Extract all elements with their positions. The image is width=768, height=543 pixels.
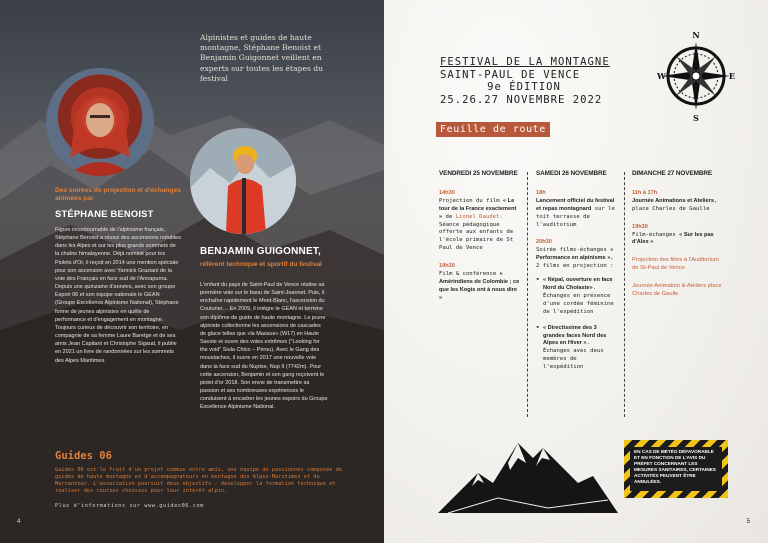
day-heading: SAMEDI 26 NOVEMBRE — [536, 170, 607, 177]
event-title: « Le tour de la France exactement » — [439, 197, 517, 220]
guides06-text: Guides 06 est le fruit d'un projet commun entre amis, une équipe de passionnés composée de guides de haute montagne et d'accompagnateurs en montagne des Alpes-Maritimes et du Mercantour. L'association poursuit deux objectifs : développer la formation technique et réaliser des courses choisies pour leur intérêt alpin. — [55, 467, 343, 495]
event-time: 19h30 — [632, 223, 648, 230]
event-text: Soirée films-échanges — [536, 247, 611, 254]
event-time: 20h30 — [536, 239, 552, 246]
event-author: Lionel Daudet — [455, 213, 500, 220]
festival-line1: FESTIVAL DE LA MONTAGNE — [440, 56, 610, 68]
benoist-name: STÉPHANE BENOIST — [55, 207, 154, 219]
festival-line2: SAINT-PAUL DE VENCE — [440, 68, 581, 81]
day-saturday — [536, 170, 616, 380]
saturday-event-2 — [536, 239, 616, 271]
feuille-de-route-label: Feuille de route — [436, 122, 550, 137]
event-title: Lancement officiel du festival et repas montagnard — [536, 197, 615, 212]
column-divider — [527, 172, 528, 417]
day-heading: DIMANCHE 27 NOVEMBRE — [632, 170, 713, 177]
friday-event-2 — [439, 263, 521, 303]
event-text: Film & conférence — [439, 271, 500, 278]
page-number-right: 5 — [746, 519, 750, 525]
event-text: de — [442, 213, 456, 220]
benoist-bio: Figure incontournable de l'alpinisme français, Stéphane Benoist a réussi des ascensions notables dans les Alpes et sur les plus grands sommets de la chaîne himalayenne. Déjà nominé pour les Piolets d'Or, il reçoit en 2014 une mention spéciale pour son ascension avec Yannick Graziani de la voie des Français en face sud de l'Annapurna. Depuis une quinzaine d'années, avec son groupe Espoir 06 et son équipe nationale le GEAN (Groupe Excellence Alpinisme National), Stéphane forme de jeunes alpinistes en quête de performance et d'engagement en montagne. Toujours curieux de découvrir son territoire, en compagnie de sa femme Laure Baretge et de ses amis Jean Capitant et Christophe Sigaud, il publie en 2021 un livre de randonnées sur les sommets des Alpes Maritimes. — [55, 227, 181, 364]
film-item — [536, 325, 616, 372]
column-divider — [624, 172, 625, 417]
event-title: « Sur les pas d'Alex » — [632, 231, 714, 246]
weather-warning-box — [624, 440, 728, 498]
benjamin-guigonnet-photo — [190, 128, 296, 234]
film-title: « Népal, ouverture en face Nord du Cholaste» — [543, 277, 613, 291]
event-text: sur le toit terrasse de l'auditorium — [536, 205, 615, 228]
benoist-subtitle: Des soirées de projection et d'échanges animées par — [55, 187, 181, 203]
event-text: , place Charles de Gaulle — [632, 197, 718, 212]
festival-title — [440, 56, 610, 106]
mountain-illustration — [438, 428, 618, 518]
compass-s: S — [693, 113, 699, 123]
event-time: 14h30 — [439, 189, 455, 196]
event-time: 18h — [536, 189, 546, 196]
film-item — [536, 277, 616, 317]
sunday-event-1 — [632, 190, 724, 214]
festival-dates: 25.26.27 NOVEMBRE 2022 — [440, 93, 603, 106]
guigonnet-heading — [200, 246, 350, 269]
guides06-title: Guides 06 — [55, 450, 112, 462]
event-text: , 2 films en projection : — [536, 255, 614, 270]
event-title: « Amérindiens de Colombie ; ce que les Kogis ont à nous dire » — [439, 271, 520, 301]
film-title: « Directissime des 3 grandes faces Nord des Alpes en Hiver » — [543, 324, 607, 347]
film-text: . Échanges en présence d'une cordée féminine de l'expédition — [543, 284, 614, 315]
guides06-link[interactable]: Plus d'informations sur www.guides06.com — [55, 503, 204, 509]
event-title: Journée Animations et Ateliers — [632, 197, 714, 204]
event-title: « Performance en alpinisme » — [536, 247, 614, 262]
intro-text: Alpinistes et guides de haute montagne, Stéphane Benoist et Benjamin Guigonnet veillent en experts sur toutes les étapes du festival — [200, 33, 324, 83]
weather-warning-text: EN CAS DE MÉTÉO DÉFAVORABLE ET EN FONCTION DE L'AVIS DU PRÉFET CONCERNANT LES MESURES SANITAIRES, CERTAINES ACTIVITÉS PEUVENT ÊTRE ANNULÉES. — [630, 447, 722, 491]
film-text: . Échanges avec deux membres de l'expédition — [543, 340, 604, 371]
right-page — [384, 0, 768, 543]
friday-event-1 — [439, 190, 521, 253]
compass-e: E — [728, 71, 735, 81]
sunday-note-1: Projection des films à l'Auditorium de St-Paul de Vence — [632, 257, 719, 272]
compass-w: W — [657, 71, 666, 81]
compass-rose-icon — [656, 28, 736, 128]
compass-n: N — [692, 30, 700, 40]
event-time: 19h30 — [439, 263, 455, 270]
sunday-event-2 — [632, 224, 724, 248]
day-sunday — [632, 170, 724, 309]
sunday-note-2: Journée Animation & Ateliers place Charles de Gaulle — [632, 283, 722, 298]
stephane-benoist-photo — [46, 68, 154, 176]
day-friday — [439, 170, 521, 313]
page-number-left: 4 — [17, 519, 21, 525]
event-text: . Séance pédagogique offerte aux enfants de l'école primaire de St Paul de Vence — [439, 213, 514, 252]
guigonnet-name: BENJAMIN GUIGONNET, — [200, 246, 322, 257]
saturday-event-1 — [536, 190, 616, 230]
guigonnet-subtitle: référent technique et sportif du festival — [200, 261, 323, 268]
day-heading: VENDREDI 25 NOVEMBRE — [439, 170, 518, 177]
guigonnet-bio: L'enfant du pays de Saint-Paul de Vence réalise sa première voie sur le baou de Saint-Jeannet. Puis, il enchaîne rapidement le Mont-Blanc, l'ascension du Couturier… En 2009, il intègre le GEAN et termine son diplôme de guide de haute montagne. Le jeune alpiniste collectionne les ascensions de cascades de glace telles que «la Massue» (W17) en Haute Savoie et ouvre des voies extrêmes ("Looking for the void" Siula Chico – Pérou). Avec le Gang des moustaches, il ouvre en 2017 une nouvelle voie dans la face sud du Nuptse, Nup II (7742m). Pour cette ascension, Benjamin et son gang reçoivent le piolet d'or 2018. Son envie de transmettre sa passion et ses nombreuses expériences le conduisent à encadrer les jeunes espoirs du Groupe Excellence Alpinisme National. — [200, 282, 328, 411]
event-text: Film-échanges — [632, 231, 680, 238]
event-text: Projection du film — [439, 197, 503, 204]
benoist-heading — [55, 187, 185, 219]
event-time: 11h à 17h — [632, 189, 658, 196]
festival-edition: 9e ÉDITION — [487, 81, 561, 94]
